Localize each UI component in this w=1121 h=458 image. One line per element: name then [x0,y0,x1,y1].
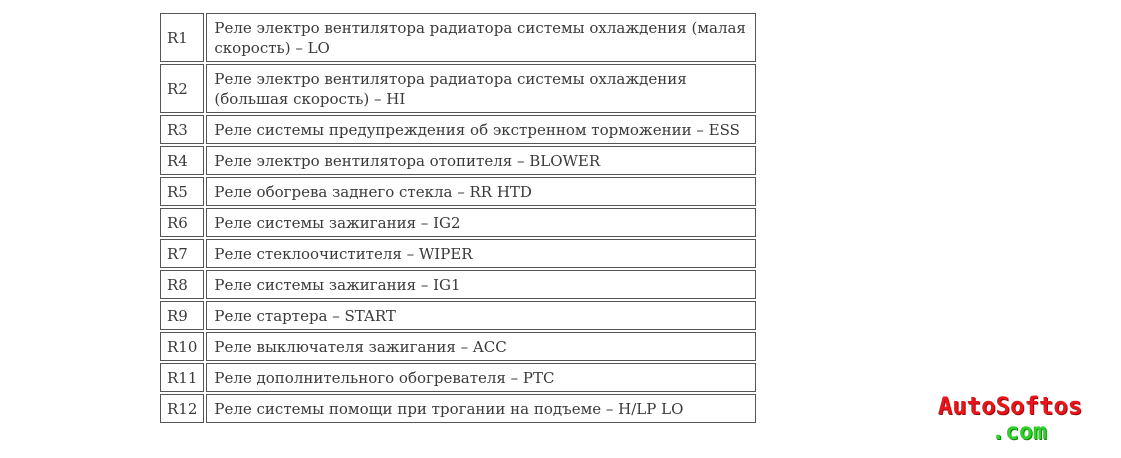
relay-code: R7 [160,239,204,268]
relay-code: R9 [160,301,204,330]
relay-code: R11 [160,363,204,392]
relay-code: R5 [160,177,204,206]
relay-table [158,11,758,425]
relay-description: Реле стартера – START [206,301,756,330]
table-row [160,239,756,268]
relay-description: Реле выключателя зажигания – ACC [206,332,756,361]
table-row [160,394,756,423]
relay-code: R8 [160,270,204,299]
table-row [160,363,756,392]
relay-code: R4 [160,146,204,175]
relay-description: Реле электро вентилятора радиатора системы охлаждения (большая скорость) – HI [206,64,756,113]
watermark-tld: .com [991,419,1047,445]
watermark-brand: AutoSoftos [937,392,1083,420]
table-row [160,301,756,330]
relay-code: R12 [160,394,204,423]
relay-description: Реле обогрева заднего стекла – RR HTD [206,177,756,206]
relay-description: Реле электро вентилятора отопителя – BLOWER [206,146,756,175]
table-row [160,270,756,299]
relay-description: Реле электро вентилятора радиатора системы охлаждения (малая скорость) – LO [206,13,756,62]
table-row [160,146,756,175]
relay-code: R3 [160,115,204,144]
relay-code: R1 [160,13,204,62]
watermark-logo [900,392,1120,444]
table-row [160,13,756,62]
table-row [160,177,756,206]
relay-description: Реле системы зажигания – IG1 [206,270,756,299]
relay-code: R2 [160,64,204,113]
table-row [160,332,756,361]
table-row [160,64,756,113]
relay-description: Реле системы предупреждения об экстренном торможении – ESS [206,115,756,144]
relay-description: Реле системы помощи при трогании на подъеме – H/LP LO [206,394,756,423]
relay-code: R10 [160,332,204,361]
table-row [160,115,756,144]
relay-description: Реле стеклоочистителя – WIPER [206,239,756,268]
relay-code: R6 [160,208,204,237]
table-row [160,208,756,237]
relay-description: Реле дополнительного обогревателя – PTC [206,363,756,392]
relay-description: Реле системы зажигания – IG2 [206,208,756,237]
